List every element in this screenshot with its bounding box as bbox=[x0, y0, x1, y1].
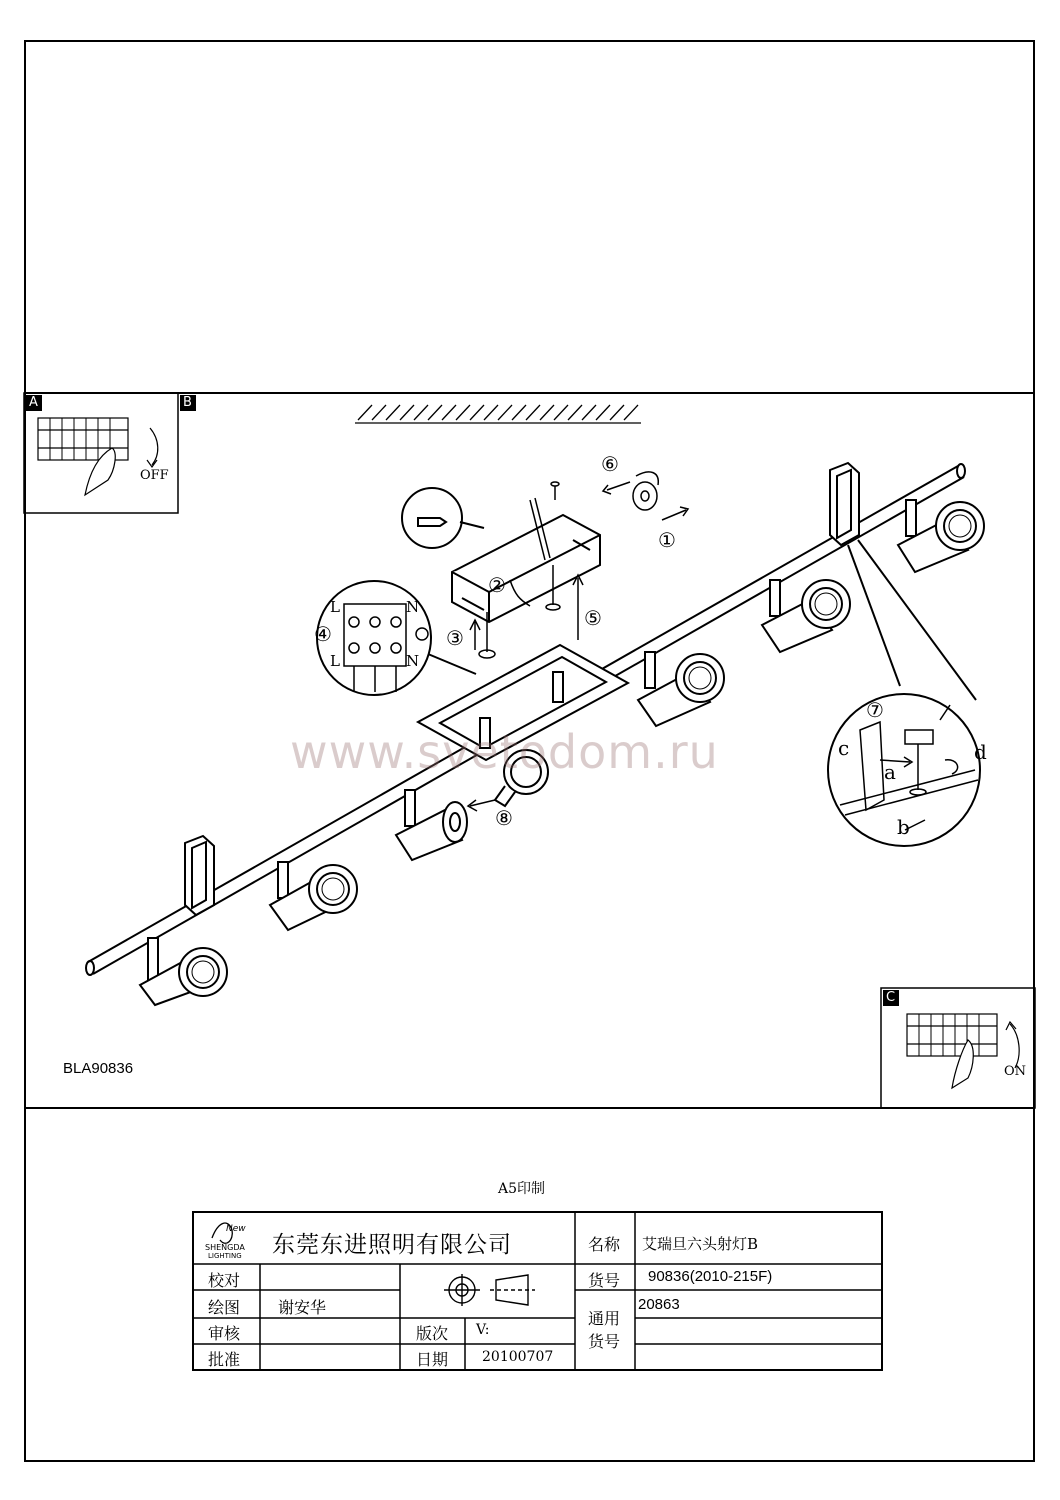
switch-off-label: OFF bbox=[140, 468, 169, 483]
terminal-l-top: L bbox=[330, 598, 340, 616]
date-value: 20100707 bbox=[482, 1349, 554, 1365]
detail-letter-a: a bbox=[884, 760, 896, 784]
version-label: 版次 bbox=[416, 1324, 449, 1343]
rail-bracket-right bbox=[830, 463, 859, 545]
ceiling-hatch bbox=[355, 405, 641, 423]
bracket-detail-callout bbox=[828, 540, 980, 846]
step-8-label: ⑧ bbox=[495, 806, 513, 830]
print-note: A5印制 bbox=[498, 1181, 546, 1197]
model-code: BLA90836 bbox=[63, 1060, 134, 1077]
logo-subtext: LIGHTING bbox=[208, 1252, 242, 1260]
box-c bbox=[881, 988, 1035, 1108]
section-b-label: B bbox=[183, 395, 192, 410]
general-value: 20863 bbox=[638, 1296, 680, 1313]
spotlight-1 bbox=[140, 938, 227, 1005]
step-7-label: ⑦ bbox=[866, 698, 884, 722]
name-value: 艾瑞旦六头射灯B bbox=[642, 1235, 759, 1253]
general-label-1: 通用 bbox=[588, 1309, 621, 1328]
end-cap-knob bbox=[603, 472, 688, 520]
switch-on-label: ON bbox=[1004, 1064, 1027, 1079]
section-c-label: C bbox=[886, 990, 896, 1005]
logo-text: SHENGDA bbox=[205, 1243, 245, 1252]
drawn-label: 绘图 bbox=[208, 1298, 241, 1317]
spotlight-6 bbox=[898, 500, 984, 572]
drawn-value: 谢安华 bbox=[278, 1298, 327, 1317]
step-3-label: ③ bbox=[446, 626, 464, 650]
breaker-off-icon bbox=[38, 418, 158, 495]
item-no-value: 90836(2010-215F) bbox=[648, 1268, 773, 1285]
step-5-label: ⑤ bbox=[584, 606, 602, 630]
name-label: 名称 bbox=[588, 1235, 621, 1254]
spotlight-3 bbox=[396, 790, 467, 860]
detail-letter-d: d bbox=[974, 740, 987, 764]
step-4-label: ④ bbox=[314, 622, 332, 646]
approve-label: 批准 bbox=[208, 1350, 241, 1369]
step-2-label: ② bbox=[488, 573, 506, 597]
step-6-label: ⑥ bbox=[601, 452, 619, 476]
spotlight-5 bbox=[762, 580, 850, 652]
terminal-n-bottom: N bbox=[406, 652, 420, 670]
rail-bracket-left bbox=[185, 836, 214, 915]
item-no-label: 货号 bbox=[588, 1271, 621, 1290]
detail-letter-c: c bbox=[838, 736, 850, 760]
watermark-text: www.svetodom.ru bbox=[290, 725, 719, 779]
general-label-2: 货号 bbox=[588, 1332, 621, 1351]
logo-mark: New bbox=[226, 1224, 246, 1234]
spotlight-2 bbox=[270, 862, 357, 930]
wall-anchor-callout bbox=[402, 488, 484, 548]
company-name: 东莞东进照明有限公司 bbox=[272, 1232, 512, 1258]
spotlight-4 bbox=[638, 652, 724, 726]
date-label: 日期 bbox=[416, 1350, 449, 1369]
step-1-label: ① bbox=[658, 528, 676, 552]
breaker-on-icon bbox=[907, 1014, 1019, 1088]
check-label: 校对 bbox=[208, 1271, 241, 1290]
terminal-l-bottom: L bbox=[330, 652, 340, 670]
review-label: 审核 bbox=[208, 1324, 241, 1343]
terminal-n-top: N bbox=[406, 598, 420, 616]
projection-symbol-icon bbox=[444, 1274, 535, 1306]
detail-letter-b: b bbox=[897, 815, 910, 839]
version-value: V: bbox=[476, 1322, 490, 1338]
box-a bbox=[24, 393, 178, 513]
section-a-label: A bbox=[29, 395, 38, 410]
